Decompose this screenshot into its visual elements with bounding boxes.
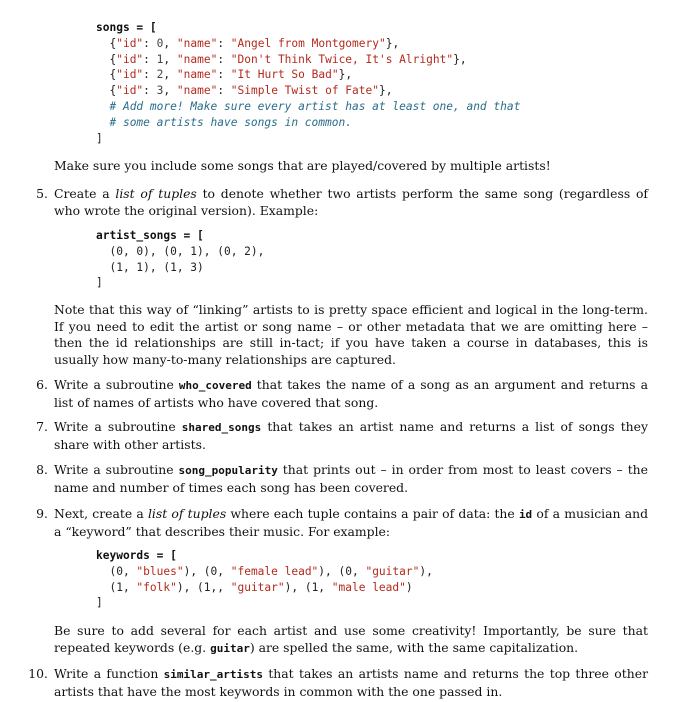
code-block-keywords: keywords = [ (0, "blues"), (0, "female lead"), (0, "guitar"), (1, "folk"), (1,, "guitar"), (1, "male lead") ] [96,549,433,610]
code-block-artist-songs: artist_songs = [ (0, 0), (0, 1), (0, 2), (1, 1), (1, 3) ] [96,229,265,290]
item-number: 6. [36,377,48,392]
code-comment: # some artists have songs in common. [109,115,352,129]
code-song-entry: {"id": 3, "name": "Simple Twist of Fate"}, [96,84,393,98]
code-songs-open: songs = [ [96,21,157,34]
item-number: 9. [36,506,48,521]
code-song-entry: {"id": 1, "name": "Don't Think Twice, It's Alright"}, [96,52,467,66]
item-7-text: Write a subroutine shared_songs that takes an artist name and returns a list of songs they share with other artists. [54,419,648,452]
note-keywords: Be sure to add several for each artist and use some creativity! Importantly, be sure that repeated keywords (e.g. guitar) are spelled the same, with the same capitalization. [54,623,648,655]
item-10-text: Write a function similar_artists that takes an artists name and returns the top three other artists that have the most keywords in common with the one passed in. [54,666,648,699]
code-close-bracket: ] [96,131,103,145]
item-number: 10. [28,666,48,681]
item-9-text: Next, create a list of tuples where each tuple contains a pair of data: the id of a musician and a “keyword” that describes their music. For example: [54,506,649,539]
code-song-entry: {"id": 0, "name": "Angel from Montgomery"}, [96,36,400,50]
note-linking: Note that this way of “linking” artists to is pretty space efficient and logical in the long-term. If you need to edit the artist or song name – or other metadata that we are omitting here – then the id relationships are still in-tact; if you have taken a course in databases, this is usually how many-to-many relationships are captured. [54,302,648,367]
item-6-text: Write a subroutine who_covered that takes the name of a song as an argument and returns a list of names of artists who have covered that song. [54,377,648,410]
item-5-text: Create a list of tuples to denote whether two artists perform the same song (regardless of who wrote the original version). Example: [54,186,648,218]
item-8-text: Write a subroutine song_popularity that prints out – in order from most to least covers – the name and number of times each song has been covered. [54,462,648,495]
note-multiple-artists: Make sure you include some songs that are played/covered by multiple artists! [54,158,551,173]
code-block-songs [96,20,520,146]
code-song-entry: {"id": 2, "name": "It Hurt So Bad"}, [96,68,353,82]
item-number: 5. [36,186,48,201]
item-number: 8. [36,462,48,477]
code-comment: # Add more! Make sure every artist has at least one, and that [109,99,521,113]
item-number: 7. [36,419,48,434]
